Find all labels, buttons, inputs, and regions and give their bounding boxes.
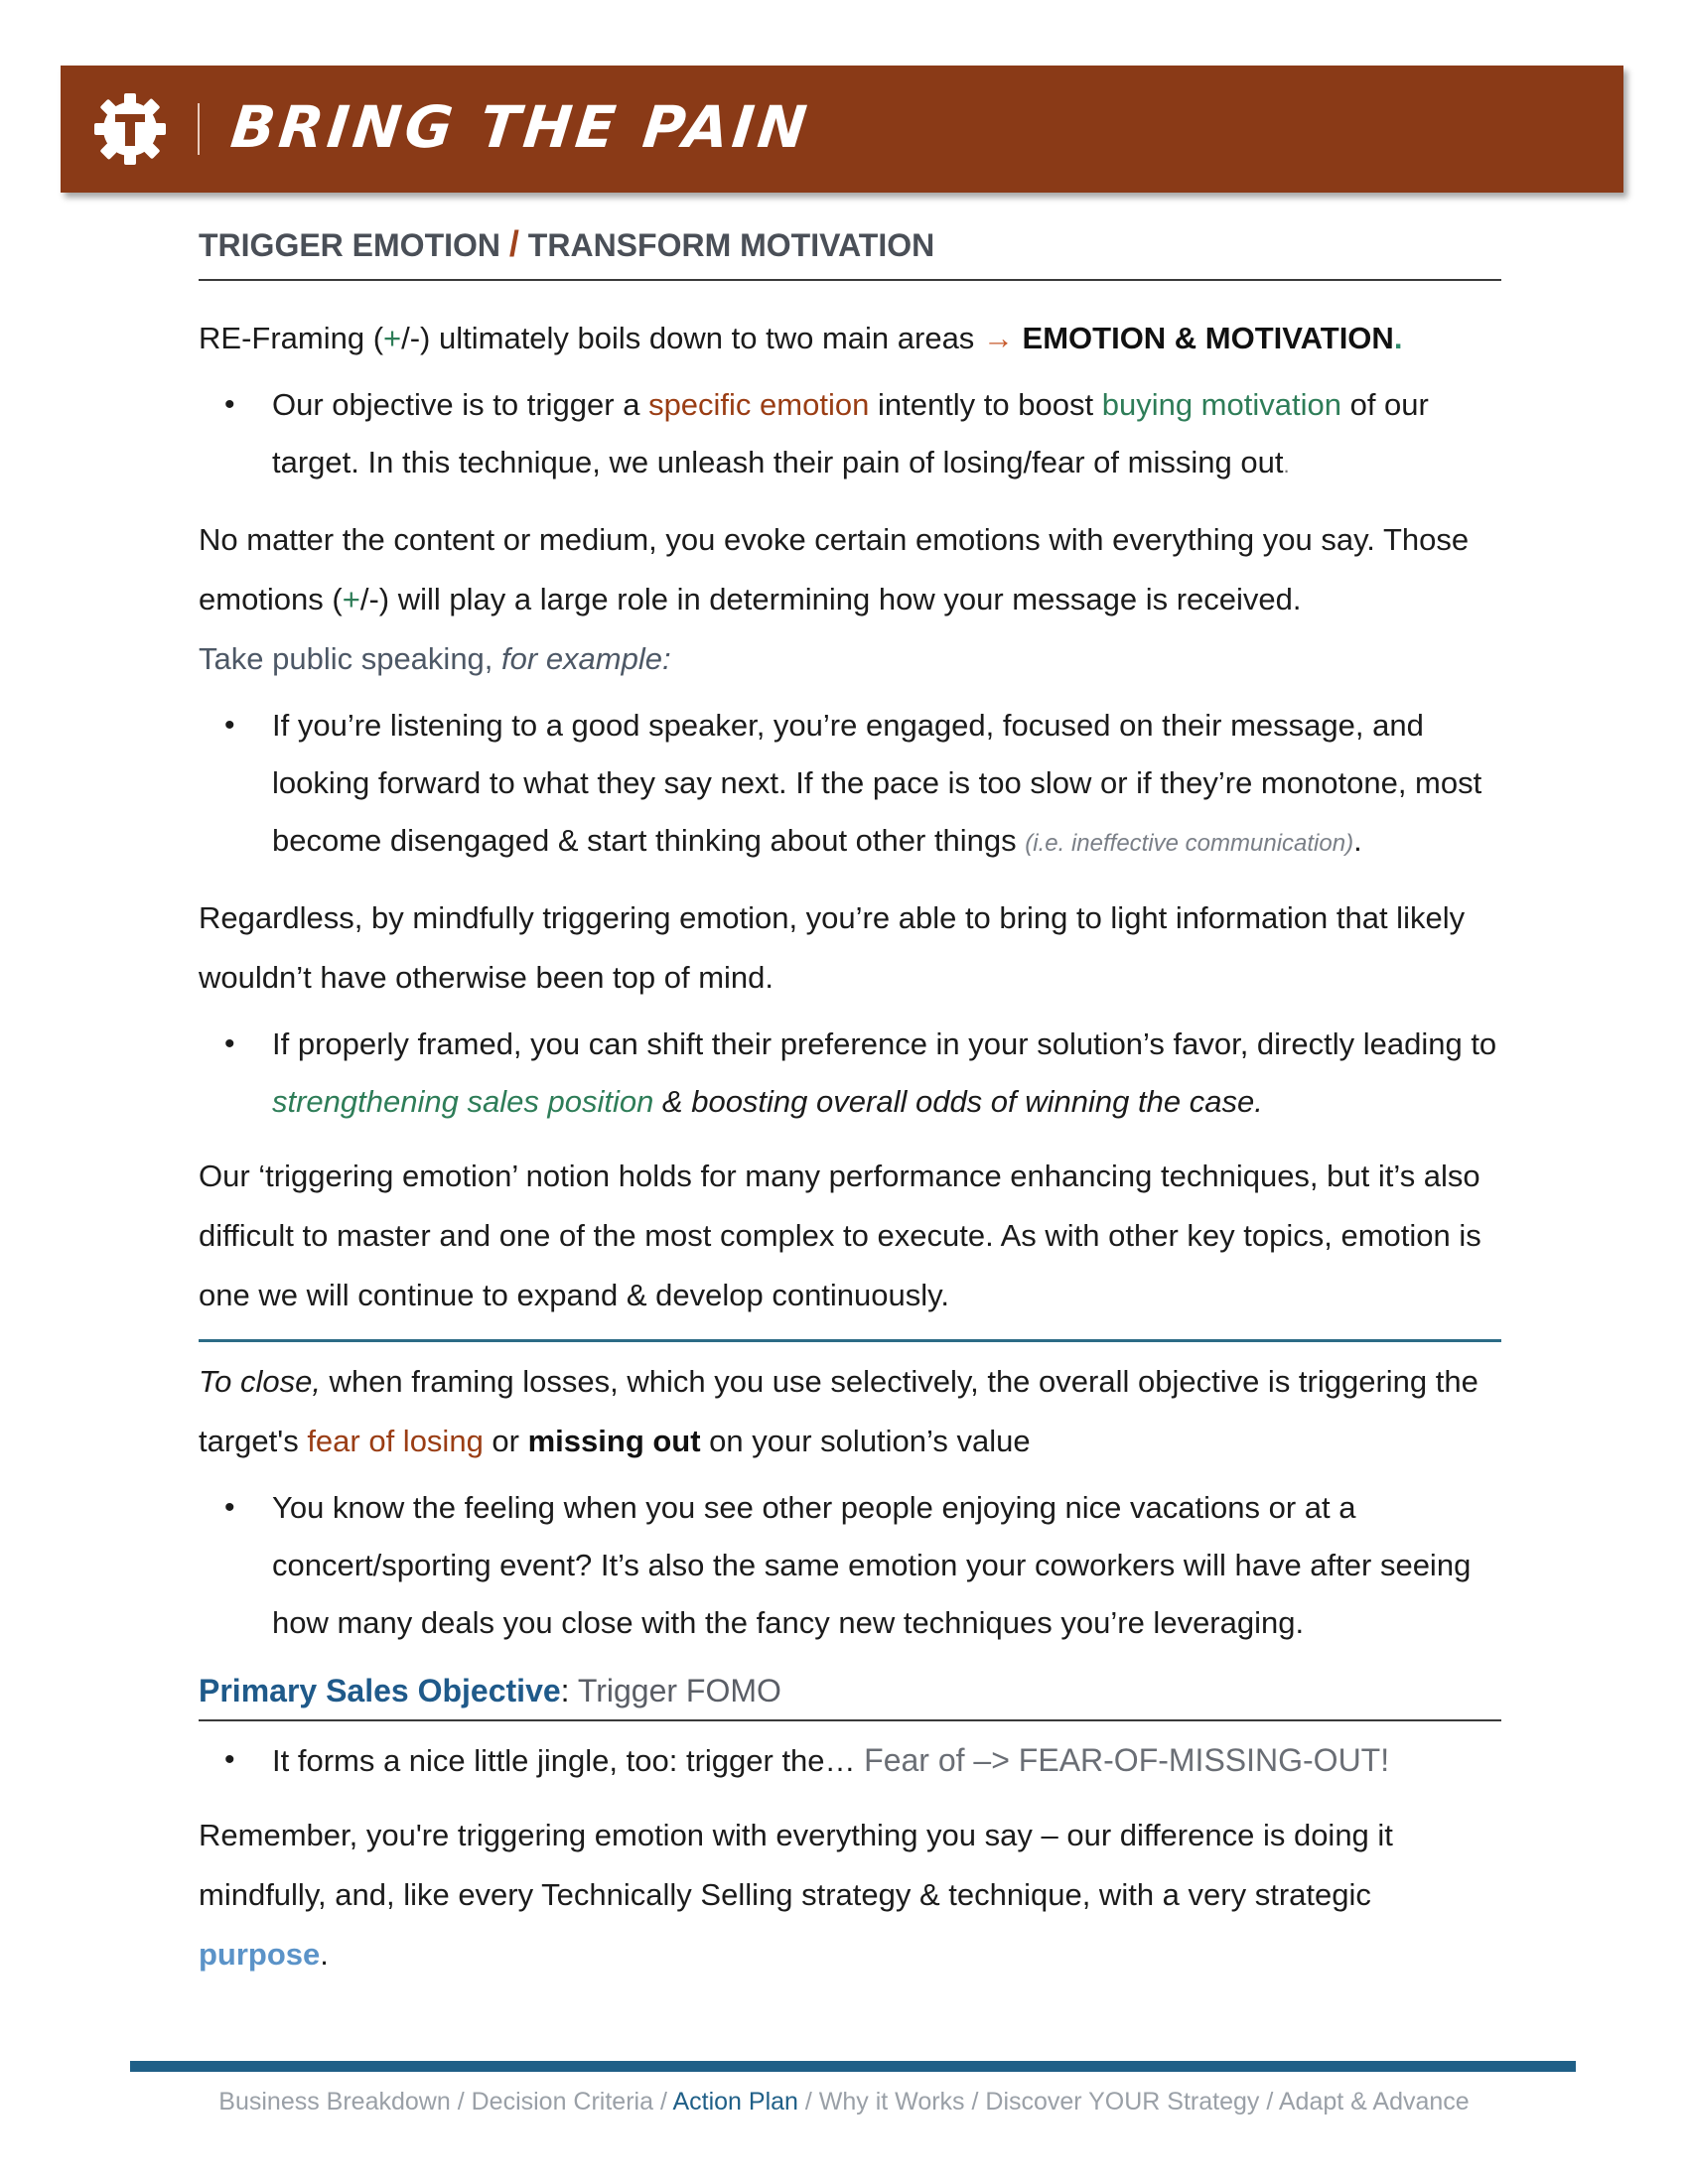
footer-nav-item[interactable]: Adapt & Advance — [1278, 2088, 1470, 2116]
period: . — [1393, 321, 1403, 355]
footer-navigation — [0, 2088, 1688, 2116]
example-lead: Take public speaking, — [199, 641, 502, 676]
highlight-fear-of-losing: fear of losing — [307, 1424, 484, 1458]
objective-label: Primary Sales Objective — [199, 1673, 561, 1708]
text-run: No matter the content or medium, you evoke certain emotions with everything you say. Those emotions ( — [199, 522, 1470, 616]
bullet-list-framing — [199, 1016, 1501, 1131]
section-title — [199, 223, 1501, 281]
bullet-icon: • — [224, 1491, 235, 1524]
footer-separator: / — [964, 2088, 986, 2116]
section-title-part1: TRIGGER EMOTION — [199, 227, 500, 263]
section-title-slash: / — [508, 223, 519, 264]
highlight-sales-position: strengthening sales position — [272, 1084, 654, 1119]
text-run: of our target. In this technique, we unleash their pain of losing/fear of missing out — [272, 387, 1429, 479]
period: . — [320, 1937, 329, 1972]
section-title-part2: TRANSFORM MOTIVATION — [527, 227, 935, 263]
primary-sales-objective-heading — [199, 1666, 1501, 1721]
text-run-italic: & boosting overall odds of winning the case. — [653, 1084, 1263, 1119]
text-run: RE-Framing ( — [199, 321, 384, 355]
footer-separator: / — [797, 2088, 819, 2116]
bullet-list-objective — [199, 376, 1501, 494]
logo-divider — [198, 103, 200, 155]
arrow-icon: → — [982, 321, 1014, 355]
footer-separator: / — [1259, 2088, 1279, 2116]
main-content — [199, 223, 1501, 1984]
text-run: Our objective is to trigger a — [272, 387, 649, 422]
bullet-list-speaker — [199, 697, 1501, 873]
objective-value: Trigger FOMO — [569, 1673, 781, 1708]
objective-colon: : — [560, 1673, 570, 1708]
text-run: If you’re listening to a good speaker, you’re engaged, focused on their message, and looking forward to what they say next. If the pace is too slow or if they’re monotone, most become disengaged & start thinking about other things — [272, 708, 1482, 858]
aside-ineffective-communication: (i.e. ineffective communication) — [1025, 830, 1354, 857]
list-item — [199, 1016, 1501, 1131]
period: . — [1283, 453, 1290, 478]
paragraph-remember — [199, 1806, 1501, 1984]
highlight-buying-motivation: buying motivation — [1101, 387, 1341, 422]
section-divider — [199, 1339, 1501, 1342]
text-run: You know the feeling when you see other people enjoying nice vacations or at a concert/sporting event? It’s also the same emotion your coworkers will have after seeing how many deals you close with the fancy new techniques you’re leveraging. — [272, 1490, 1472, 1640]
footer-nav-item[interactable]: Decision Criteria — [471, 2088, 653, 2116]
text-run: /-) will play a large role in determining how your message is received. — [359, 582, 1302, 616]
text-run: intently to boost — [869, 387, 1102, 422]
footer-separator: / — [450, 2088, 472, 2116]
bullet-icon: • — [224, 1743, 235, 1776]
footer-rule — [130, 2061, 1576, 2072]
text-run: If properly framed, you can shift their preference in your solution’s favor, directly leading to — [272, 1026, 1497, 1061]
footer-nav-item[interactable]: Business Breakdown — [218, 2088, 451, 2116]
plus-sign: + — [383, 321, 402, 355]
paragraph-triggering-notion: Our ‘triggering emotion’ notion holds for many performance enhancing techniques, but it’s also difficult to master and one of the most complex to execute. As with other key topics, emotion is one we will continue to expand & develop continuously. — [199, 1159, 1481, 1312]
highlight-purpose: purpose — [199, 1937, 321, 1972]
emphasis-emotion-motivation: EMOTION & MOTIVATION — [1013, 321, 1394, 355]
bullet-icon: • — [224, 388, 235, 421]
jingle-fomo: Fear of –> FEAR-OF-MISSING-OUT! — [864, 1742, 1390, 1778]
text-run: Remember, you're triggering emotion with everything you say – our difference is doing it mindfully, and, like every Technically Selling strategy & technique, with a very strategic — [199, 1818, 1393, 1912]
highlight-specific-emotion: specific emotion — [648, 387, 870, 422]
list-item — [199, 376, 1501, 494]
bullet-icon: • — [224, 1027, 235, 1060]
paragraph-emotions — [199, 510, 1501, 689]
paragraph-regardless: Regardless, by mindfully triggering emotion, you’re able to bring to light information that likely wouldn’t have otherwise been top of mind. — [199, 900, 1466, 995]
text-run: on your solution’s value — [700, 1424, 1031, 1458]
gear-t-logo-icon — [90, 89, 170, 169]
text-run: or — [483, 1424, 528, 1458]
header-banner — [61, 66, 1623, 193]
footer-nav-item[interactable]: Why it Works — [818, 2088, 965, 2116]
bullet-list-jingle — [199, 1731, 1501, 1790]
footer-separator: / — [653, 2088, 673, 2116]
bullet-list-feeling — [199, 1479, 1501, 1652]
bullet-icon: • — [224, 709, 235, 742]
paragraph-reframing — [199, 309, 1501, 368]
banner-title: BRING THE PAIN — [227, 93, 814, 161]
text-run: /-) ultimately boils down to two main areas — [401, 321, 983, 355]
paragraph-to-close — [199, 1352, 1501, 1471]
example-italic: for example: — [501, 641, 671, 676]
text-run: when framing losses, which you use selectively, the overall objective is triggering the target's — [199, 1364, 1478, 1458]
period: . — [1353, 823, 1362, 858]
footer-nav-item[interactable]: Action Plan — [672, 2088, 798, 2116]
footer-nav-item[interactable]: Discover YOUR Strategy — [985, 2088, 1260, 2116]
text-run: It forms a nice little jingle, too: trigger the… — [272, 1743, 865, 1778]
plus-sign: + — [342, 582, 360, 616]
list-item — [199, 1479, 1501, 1652]
list-item — [199, 697, 1501, 873]
emphasis-missing-out: missing out — [527, 1424, 701, 1458]
to-close-italic: To close, — [199, 1364, 321, 1399]
list-item — [199, 1731, 1501, 1790]
